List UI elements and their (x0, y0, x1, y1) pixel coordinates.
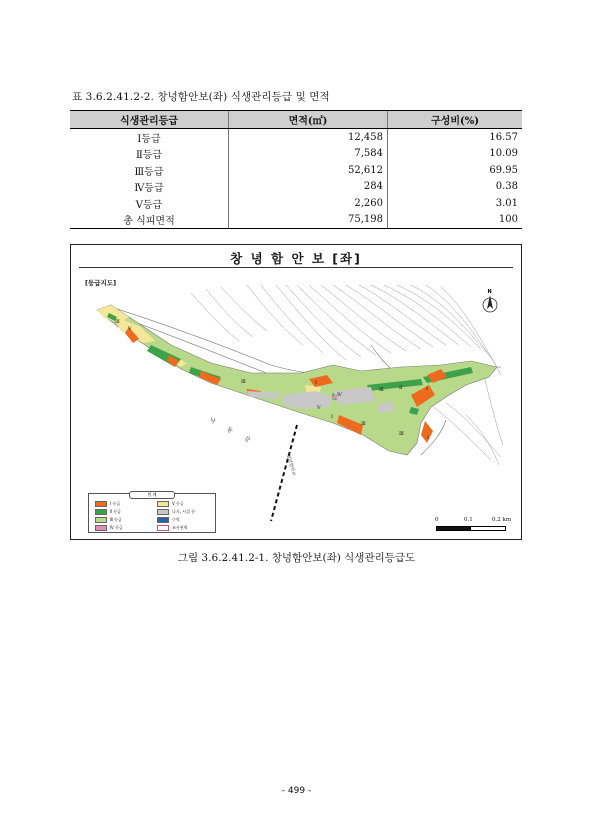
cell-grade: Ⅲ등급 (134, 166, 164, 178)
grade-label: Ⅴ (317, 405, 321, 411)
map-sublabel: [등급지도] (85, 279, 117, 287)
page-number: - 499 - (281, 786, 312, 796)
vegetation-grade-table (70, 110, 522, 229)
cell-ratio: 16.57 (388, 129, 523, 146)
scale-label: 0.2 km (492, 517, 512, 523)
table-row (70, 146, 522, 163)
legend-item (157, 525, 187, 531)
cell-grade: 총 식피면적 (70, 212, 229, 229)
grade-label: Ⅲ (399, 431, 404, 437)
legend-item (95, 509, 121, 515)
cell-grade: Ⅴ등급 (135, 199, 163, 211)
legend-label: Ⅱ 등급 (110, 509, 121, 514)
scale-bar (435, 517, 512, 530)
scale-label: 0 (435, 517, 439, 523)
cell-area: 7,584 (229, 146, 388, 163)
grade-label: Ⅰ (315, 380, 317, 386)
cell-area: 12,458 (229, 129, 388, 146)
cell-ratio: 69.95 (388, 162, 523, 179)
table-row (70, 179, 522, 196)
legend-label: 수역 (172, 517, 180, 522)
legend-item (95, 517, 122, 523)
cell-grade: Ⅱ등급 (135, 150, 163, 162)
legend-swatch (95, 517, 107, 523)
header-area: 면적(㎡) (229, 111, 388, 129)
cell-ratio: 100 (388, 212, 523, 229)
legend-label: 조사권역 (172, 525, 188, 530)
header-grade: 식생관리등급 (70, 111, 229, 129)
legend-item (95, 501, 120, 507)
scale-label: 0.1 (464, 517, 473, 523)
grade-label: Ⅱ (399, 385, 403, 391)
cell-area: 284 (229, 179, 388, 196)
legend-swatch (157, 517, 169, 523)
cell-ratio: 10.09 (388, 146, 523, 163)
cell-grade: Ⅰ등급 (137, 133, 161, 145)
grade-label: Ⅲ (115, 319, 120, 325)
table-header-row (70, 111, 522, 129)
map-legend (88, 493, 216, 533)
grade-label: Ⅴ (128, 326, 132, 332)
table-row (70, 129, 522, 146)
legend-label: Ⅳ 등급 (110, 525, 123, 530)
legend-swatch (157, 501, 169, 507)
grade-label: Ⅲ (241, 379, 246, 385)
cell-area: 75,198 (229, 212, 388, 229)
north-label: N (487, 289, 492, 295)
grade-label: Ⅰ (426, 386, 428, 392)
header-ratio: 구성비(%) (388, 111, 523, 129)
grade-label: Ⅳ (337, 392, 342, 398)
grade-label: Ⅲ (379, 387, 384, 393)
table-total-row (70, 212, 522, 229)
scale-segment (470, 526, 506, 531)
grade-label: Ⅰ (331, 414, 333, 420)
legend-swatch (95, 501, 107, 507)
cell-area: 52,612 (229, 162, 388, 179)
legend-swatch (95, 509, 107, 515)
grade-label: Ⅲ (361, 421, 366, 427)
cell-grade: Ⅳ등급 (134, 183, 164, 195)
legend-item (157, 501, 184, 507)
table-caption: 표 3.6.2.41.2-2. 창녕함안보(좌) 식생관리등급 및 면적 (72, 91, 330, 103)
north-arrow-icon (483, 289, 497, 312)
cell-ratio: 0.38 (388, 179, 523, 196)
vegetation-grade-map (70, 244, 522, 540)
legend-label: Ⅴ 등급 (172, 501, 184, 506)
table-row (70, 162, 522, 179)
legend-item (157, 509, 195, 515)
cell-ratio: 3.01 (388, 195, 523, 212)
legend-label: 나지, 시설 등 (172, 509, 196, 514)
legend-title: 범 례 (129, 491, 175, 499)
legend-label: Ⅰ 등급 (110, 501, 121, 506)
legend-label: Ⅲ 등급 (110, 517, 122, 522)
legend-item (95, 525, 123, 531)
map-title: 창 녕 함 안 보 [좌] (230, 251, 362, 266)
dam-label: 창녕함안보 (285, 454, 296, 477)
figure-caption: 그림 3.6.2.41.2-1. 창녕함안보(좌) 식생관리등급도 (177, 552, 416, 564)
legend-item (157, 517, 180, 523)
grade-label: Ⅰ (427, 435, 429, 441)
legend-swatch (157, 509, 169, 515)
river-label: 낙 동 강 (208, 416, 257, 447)
legend-swatch (95, 525, 107, 531)
scale-segment (436, 526, 472, 531)
legend-swatch (157, 525, 169, 531)
cell-area: 2,260 (229, 195, 388, 212)
table-row (70, 195, 522, 212)
